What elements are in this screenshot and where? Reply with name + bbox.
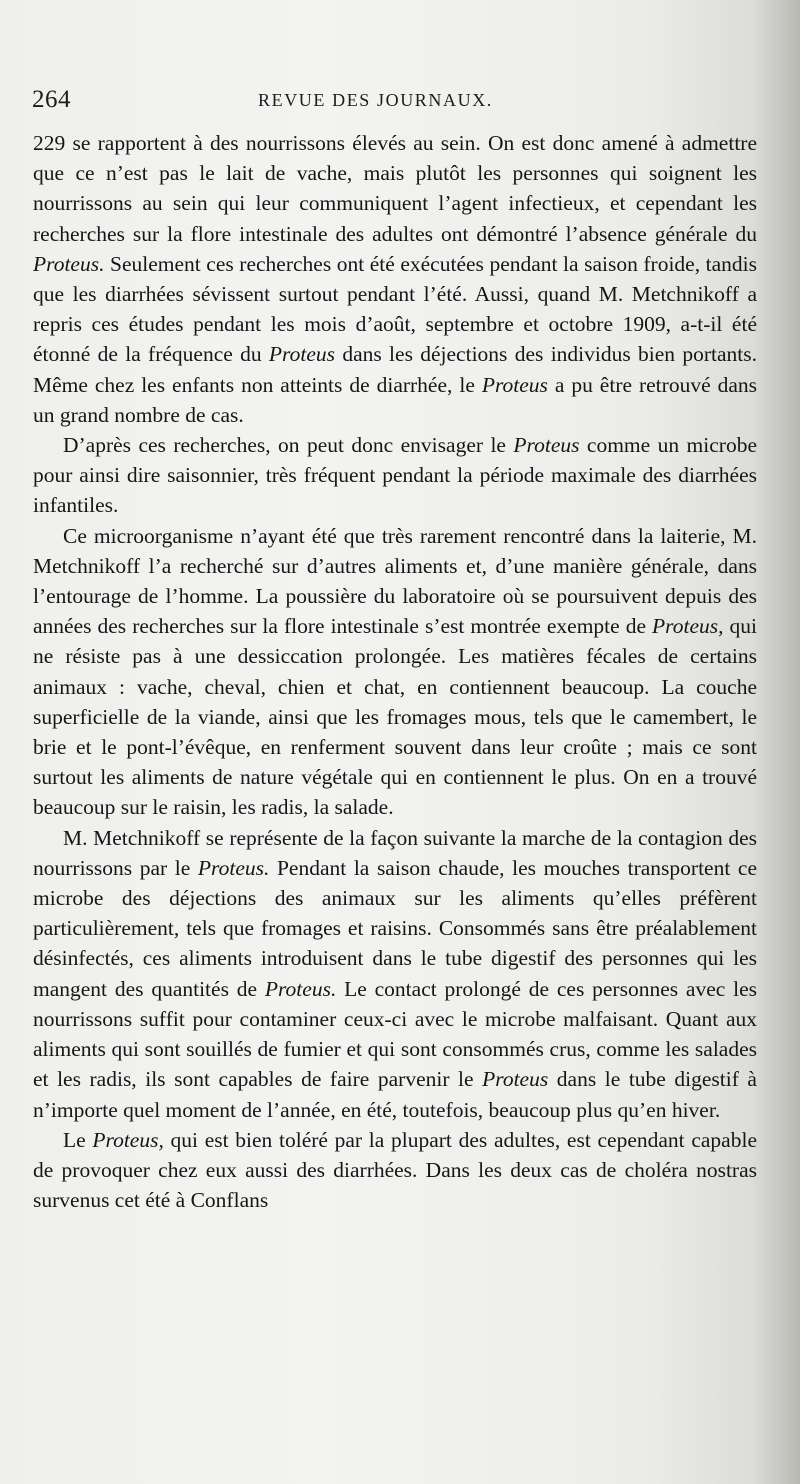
paragraph: Ce microorganisme n’ayant été que très rarement rencontré dans la laiterie, M. Metchnikoff l’a recherché sur d’autres aliments et, d’une manière générale, dans l’entourage de l’homme. La poussière du laboratoire où se poursuivent depuis des années des recherches sur la flore intestinale s’est montrée exempte de Proteus, qui ne résiste pas à une dessiccation prolongée. Les matières fécales de certains animaux : vache, cheval, chien et chat, en contiennent beaucoup. La couche superficielle de la viande, ainsi que les fromages mous, tels que le camembert, le brie et le pont-l’évêque, en renferment souvent dans leur croûte ; mais ce sont surtout les aliments de nature végétale qui en contiennent le plus. On en a trouvé beaucoup sur le raisin, les radis, la salade. (33, 523, 757, 820)
paragraph: Le Proteus, qui est bien toléré par la plupart des adultes, est cependant capable de provoquer chez eux aussi des diarrhées. Dans les deux cas de choléra nostras survenus cet été à Conflans (33, 1127, 757, 1213)
running-head: REVUE DES JOURNAUX. (258, 90, 493, 110)
italic-term: Proteus (268, 342, 336, 367)
italic-term: Proteus. (197, 855, 270, 880)
body-text (33, 128, 757, 1215)
italic-term: Proteus, (92, 1127, 164, 1152)
paragraph: M. Metchnikoff se représente de la façon suivante la marche de la contagion des nourrissons par le Proteus. Pendant la saison chaude, les mouches transportent ce microbe des déjections des animaux sur les aliments qu’elles préfèrent particulièrement, tels que fromages et raisins. Consommés sans être préalablement désinfectés, ces aliments introduisent dans le tube digestif des personnes qui les mangent des quantités de Proteus. Le contact prolongé de ces personnes avec les nourrissons suffit pour contaminer ceux-ci avec le microbe malfaisant. Quant aux aliments qui sont souillés de fumier et qui sont consommés crus, comme les salades et les radis, ils sont capables de faire parvenir le Proteus dans le tube digestif à n’importe quel moment de l’année, en été, toutefois, beaucoup plus qu’en hiver. (33, 825, 757, 1122)
paragraph: D’après ces recherches, on peut donc envisager le Proteus comme un microbe pour ainsi dire saisonnier, très fréquent pendant la période maximale des diarrhées infantiles. (33, 433, 757, 518)
paragraph: 229 se rapportent à des nourrissons élevés au sein. On est donc amené à admettre que ce n’est pas le lait de vache, mais plutôt les personnes qui soignent les nourrissons au sein qui leur communiquent l’agent infectieux, et cependant les recherches sur la flore intestinale des adultes ont démontré l’absence générale du Proteus. Seulement ces recherches ont été exécutées pendant la saison froide, tandis que les diarrhées sévissent surtout pendant l’été. Aussi, quand M. Metchnikoff a repris ces études pendant les mois d’août, septembre et octobre 1909, a-t-il été étonné de la fréquence du Proteus dans les déjections des individus bien portants. Même chez les enfants non atteints de diarrhée, le Proteus a pu être retrouvé dans un grand nombre de cas. (33, 131, 758, 427)
italic-term: Proteus (513, 433, 580, 458)
italic-term: Proteus (481, 372, 548, 397)
italic-term: Proteus (482, 1067, 549, 1092)
italic-term: Proteus, (652, 614, 724, 639)
page-number: 264 (32, 86, 71, 113)
italic-term: Proteus. (264, 976, 337, 1001)
italic-term: Proteus. (33, 251, 105, 276)
